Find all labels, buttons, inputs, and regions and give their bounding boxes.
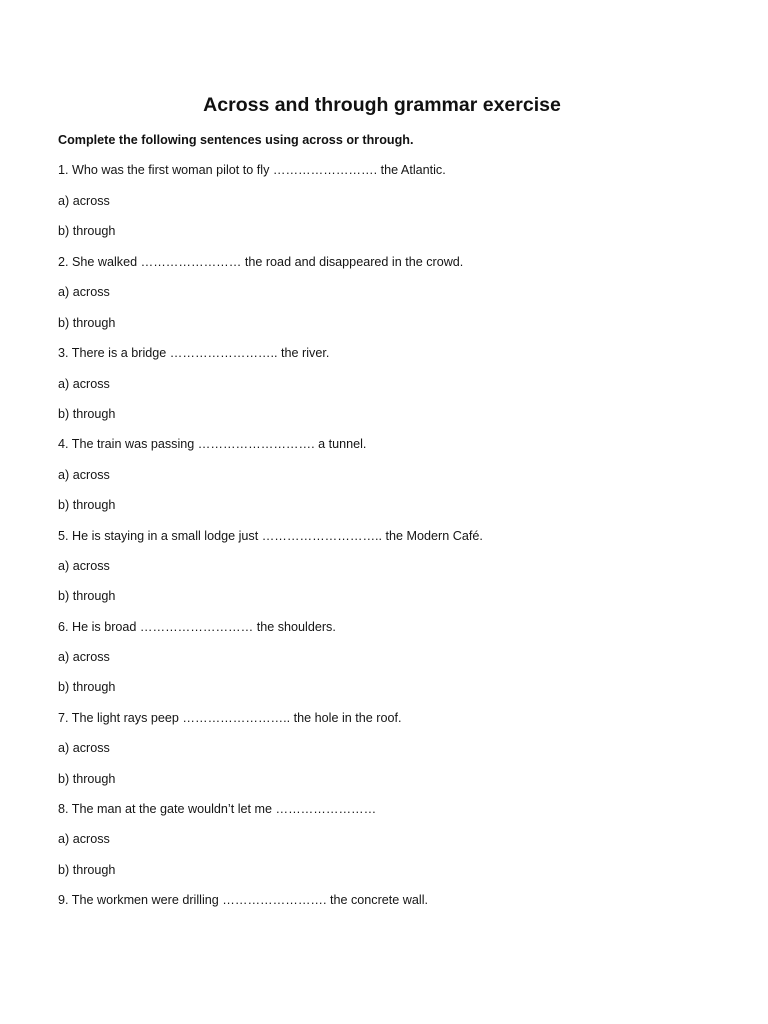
question-9: 9. The workmen were drilling ……………………. the concrete wall. — [58, 893, 429, 907]
option-7b: b) through — [58, 772, 116, 786]
option-6a: a) across — [58, 650, 110, 664]
question-1: 1. Who was the first woman pilot to fly ……………………. the Atlantic. — [58, 163, 446, 177]
option-4b: b) through — [58, 498, 116, 512]
page-title: Across and through grammar exercise — [203, 94, 561, 116]
option-3a: a) across — [58, 377, 110, 391]
option-5a: a) across — [58, 559, 110, 573]
option-8b: b) through — [58, 863, 116, 877]
option-3b: b) through — [58, 407, 116, 421]
instruction-text: Complete the following sentences using across or through. — [58, 133, 414, 147]
question-7: 7. The light rays peep …………………….. the hole in the roof. — [58, 711, 402, 725]
option-6b: b) through — [58, 680, 116, 694]
option-1a: a) across — [58, 194, 110, 208]
question-5: 5. He is staying in a small lodge just ……………………….. the Modern Café. — [58, 529, 483, 543]
question-8: 8. The man at the gate wouldn’t let me …………………… — [58, 802, 377, 816]
question-2: 2. She walked …………………… the road and disappeared in the crowd. — [58, 255, 464, 269]
option-5b: b) through — [58, 589, 116, 603]
option-2b: b) through — [58, 316, 116, 330]
option-2a: a) across — [58, 285, 110, 299]
question-6: 6. He is broad ……………………… the shoulders. — [58, 620, 336, 634]
option-1b: b) through — [58, 224, 116, 238]
option-4a: a) across — [58, 468, 110, 482]
question-3: 3. There is a bridge …………………….. the river. — [58, 346, 330, 360]
question-4: 4. The train was passing ………………………. a tunnel. — [58, 437, 367, 451]
option-7a: a) across — [58, 741, 110, 755]
option-8a: a) across — [58, 832, 110, 846]
